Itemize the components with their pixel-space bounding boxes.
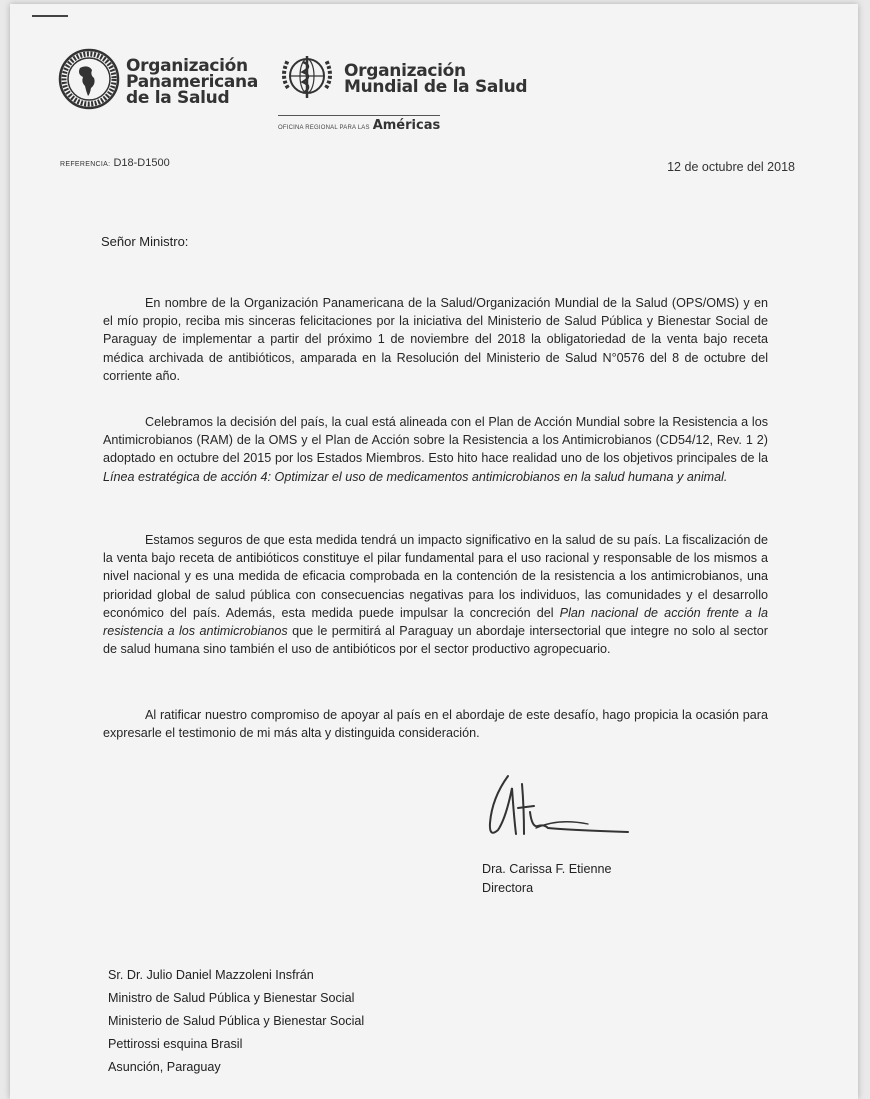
signer-block	[482, 860, 612, 898]
oms-logo	[276, 48, 527, 133]
ops-name-line-1: Organización	[126, 55, 248, 76]
paragraph-2-italic: Línea estratégica de acción 4: Optimizar el uso de medicamentos antimicrobianos en la salud humana y animal.	[103, 469, 728, 484]
paragraph-2	[103, 413, 768, 486]
ops-name-line-3: de la Salud	[126, 87, 230, 108]
oms-regional-office-prefix: OFICINA REGIONAL PARA LAS	[278, 125, 370, 131]
ops-logo	[58, 48, 258, 115]
addressee-line-2: Ministro de Salud Pública y Bienestar Social	[108, 991, 355, 1005]
signer-name: Dra. Carissa F. Etienne	[482, 862, 612, 876]
paragraph-2-text: Celebramos la decisión del país, la cual está alineada con el Plan de Acción Mundial sobre la Resistencia a los Antimicrobianos (RAM) de la OMS y el Plan de Acción sobre la Resistencia a los Antimicrobianos (CD54/12, Rev. 1 2) adoptado en octubre del 2015 por los Estados Miembros. Esto hito hace realidad uno de los objetivos principales de la	[103, 415, 768, 466]
oms-name-line-2: Mundial de la Salud	[344, 76, 528, 97]
paragraph-3-text-a: Estamos seguros de que esta medida tendrá un impacto significativo en la salud de su país. La fiscalización de la venta bajo receta de antibióticos constituye el pilar fundamental para el uso racional y responsable de los mismos a nivel nacional y es una medida de eficacia comprobada en la contención de la resistencia a los antimicrobianos, una prioridad global de salud pública con consecuencias negativas para los individuos, las comunidades y el desarrollo económico del país. Además, esta medida puede impulsar la concreción del	[103, 533, 768, 620]
oms-name-line-1: Organización	[344, 60, 466, 81]
paragraph-4	[103, 706, 768, 742]
addressee-line-5: Asunción, Paraguay	[108, 1060, 221, 1074]
addressee-line-4: Pettirossi esquina Brasil	[108, 1037, 243, 1051]
corner-mark	[32, 15, 68, 17]
paragraph-3-italic: Plan nacional de acción frente a la resistencia a los antimicrobianos	[103, 605, 768, 639]
paragraph-3-text-b: que le permitirá al Paraguay un abordaje intersectorial que integre no solo al sector de salud humana sino también el uso de antibióticos por el sector productivo agropecuario.	[103, 624, 768, 657]
signer-title: Directora	[482, 881, 534, 895]
addressee-block	[108, 964, 364, 1079]
ops-americas-emblem-icon	[58, 48, 120, 115]
addressee-line-1: Sr. Dr. Julio Daniel Mazzoleni Insfrán	[108, 968, 314, 982]
oms-un-emblem-icon	[276, 48, 338, 109]
addressee-line-3: Ministerio de Salud Pública y Bienestar Social	[108, 1014, 365, 1028]
paragraph-1-text: En nombre de la Organización Panamericana de la Salud/Organización Mundial de la Salud (OPS/OMS) y en el mío propio, reciba mis sinceras felicitaciones por la iniciativa del Ministerio de Salud Pública y Bienestar Social de Paraguay de implementar a partir del próximo 1 de noviembre del 2018 la obligatoriedad de la venta bajo receta médica archivada de antibióticos, amparada en la Resolución del Ministerio de Salud N°0576 del 8 de octubre del corriente año.	[103, 296, 768, 383]
oms-regional-office	[278, 115, 440, 133]
reference-line	[60, 157, 170, 169]
paragraph-1	[103, 294, 768, 385]
ops-name-line-2: Panamericana	[126, 71, 259, 92]
reference-label: REFERENCIA:	[60, 161, 111, 168]
letter-date: 12 de octubre del 2018	[667, 160, 795, 174]
paragraph-4-text: Al ratificar nuestro compromiso de apoyar al país en el abordaje de este desafío, hago propicia la ocasión para expresarle el testimonio de mi más alta y distinguida consideración.	[103, 708, 768, 741]
paragraph-3	[103, 531, 768, 658]
salutation: Señor Ministro:	[101, 234, 189, 249]
oms-regional-office-name: Américas	[372, 118, 441, 133]
handwritten-signature	[478, 768, 638, 863]
reference-value: D18-D1500	[113, 157, 170, 169]
